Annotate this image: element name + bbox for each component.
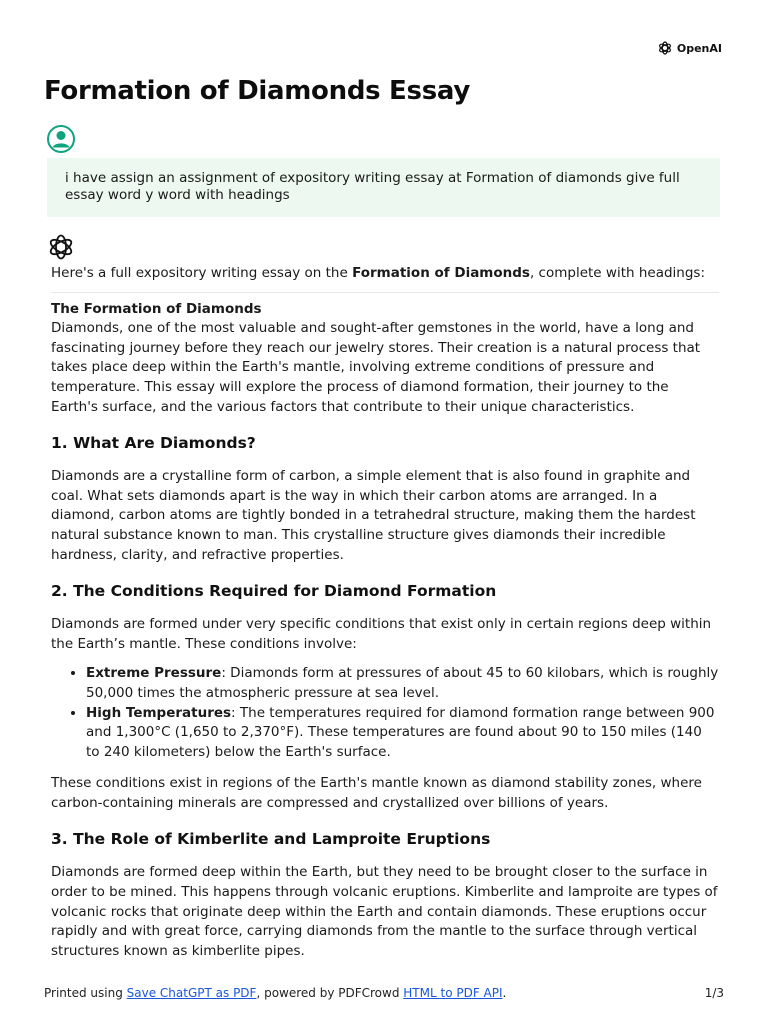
section-paragraph: Diamonds are formed deep within the Earth, but they need to be brought closer to the surface in order to be mined. This happens through volcanic eruptions. Kimberlite and lamproite are types of volcanic rocks that originate deep within the Earth and contain diamonds. These eruptions occur rapidly and with great force, carrying diamonds from the mantle to the surface through vertical structures known as kimberlite pipes.: [51, 864, 718, 959]
intro-emphasis: Formation of Diamonds: [352, 265, 530, 281]
print-footer: Printed using Save ChatGPT as PDF, powered by PDFCrowd HTML to PDF API. 1/3: [44, 986, 724, 1000]
essay-title: The Formation of Diamonds: [51, 300, 262, 317]
page-number: 1/3: [704, 986, 724, 1000]
openai-logo-icon: [657, 40, 673, 56]
section-paragraph: Diamonds are a crystalline form of carbon, a simple element that is also found in graphite and coal. What sets diamonds apart is the way in which their carbon atoms are arranged. In a diamond, carbon atoms are tightly bonded in a tetrahedral structure, making them the hardest natural substance known to man. This crystalline structure gives diamonds their incredible hardness, clarity, and refractive properties.: [51, 468, 696, 563]
user-message: i have assign an assignment of expository writing essay at Formation of diamonds give full essay word y word with headings: [47, 158, 720, 217]
divider: [51, 292, 719, 293]
user-avatar-icon: [46, 124, 76, 154]
openai-brand: [657, 40, 722, 56]
list-item: • High Temperatures: The temperatures required for diamond formation range between 900 and 1,300°C (1,650 to 2,370°F). These temperatures are found about 90 to 150 miles (140 to 240 kilometers) below the Earth's surface.: [86, 704, 719, 763]
document-title: Formation of Diamonds Essay: [44, 76, 470, 106]
conditions-list: [51, 664, 719, 762]
section-heading-kimberlite: 3. The Role of Kimberlite and Lamproite Eruptions: [51, 830, 491, 849]
save-chatgpt-pdf-link[interactable]: Save ChatGPT as PDF: [126, 986, 257, 1000]
section-paragraph: Diamonds are formed under very specific conditions that exist only in certain regions deep within the Earth’s mantle. These conditions involve:: [51, 616, 712, 652]
essay-intro-paragraph: Diamonds, one of the most valuable and sought-after gemstones in the world, have a long and fascinating journey before they reach our jewelry stores. Their creation is a natural process that takes place deep within the Earth's mantle, involving extreme conditions of pressure and temperature. This essay will explore the process of diamond formation, their journey to the Earth's surface, and the various factors that contribute to their unique characteristics.: [51, 320, 701, 415]
section-heading-what-are-diamonds: 1. What Are Diamonds?: [51, 434, 256, 453]
brand-label: OpenAI: [676, 41, 722, 55]
section-heading-conditions: 2. The Conditions Required for Diamond Formation: [51, 582, 497, 601]
response-intro: Here's a full expository writing essay on the Formation of Diamonds, complete with headings:: [51, 265, 705, 281]
html-to-pdf-api-link[interactable]: HTML to PDF API: [403, 986, 503, 1000]
assistant-response: [51, 264, 719, 961]
chatgpt-logo-icon: [47, 233, 75, 261]
list-item: • Extreme Pressure: Diamonds form at pressures of about 45 to 60 kilobars, which is roughly 50,000 times the atmospheric pressure at sea level.: [86, 664, 719, 703]
section-paragraph: These conditions exist in regions of the Earth's mantle known as diamond stability zones, where carbon-containing minerals are compressed and crystallized over billions of years.: [51, 775, 702, 811]
